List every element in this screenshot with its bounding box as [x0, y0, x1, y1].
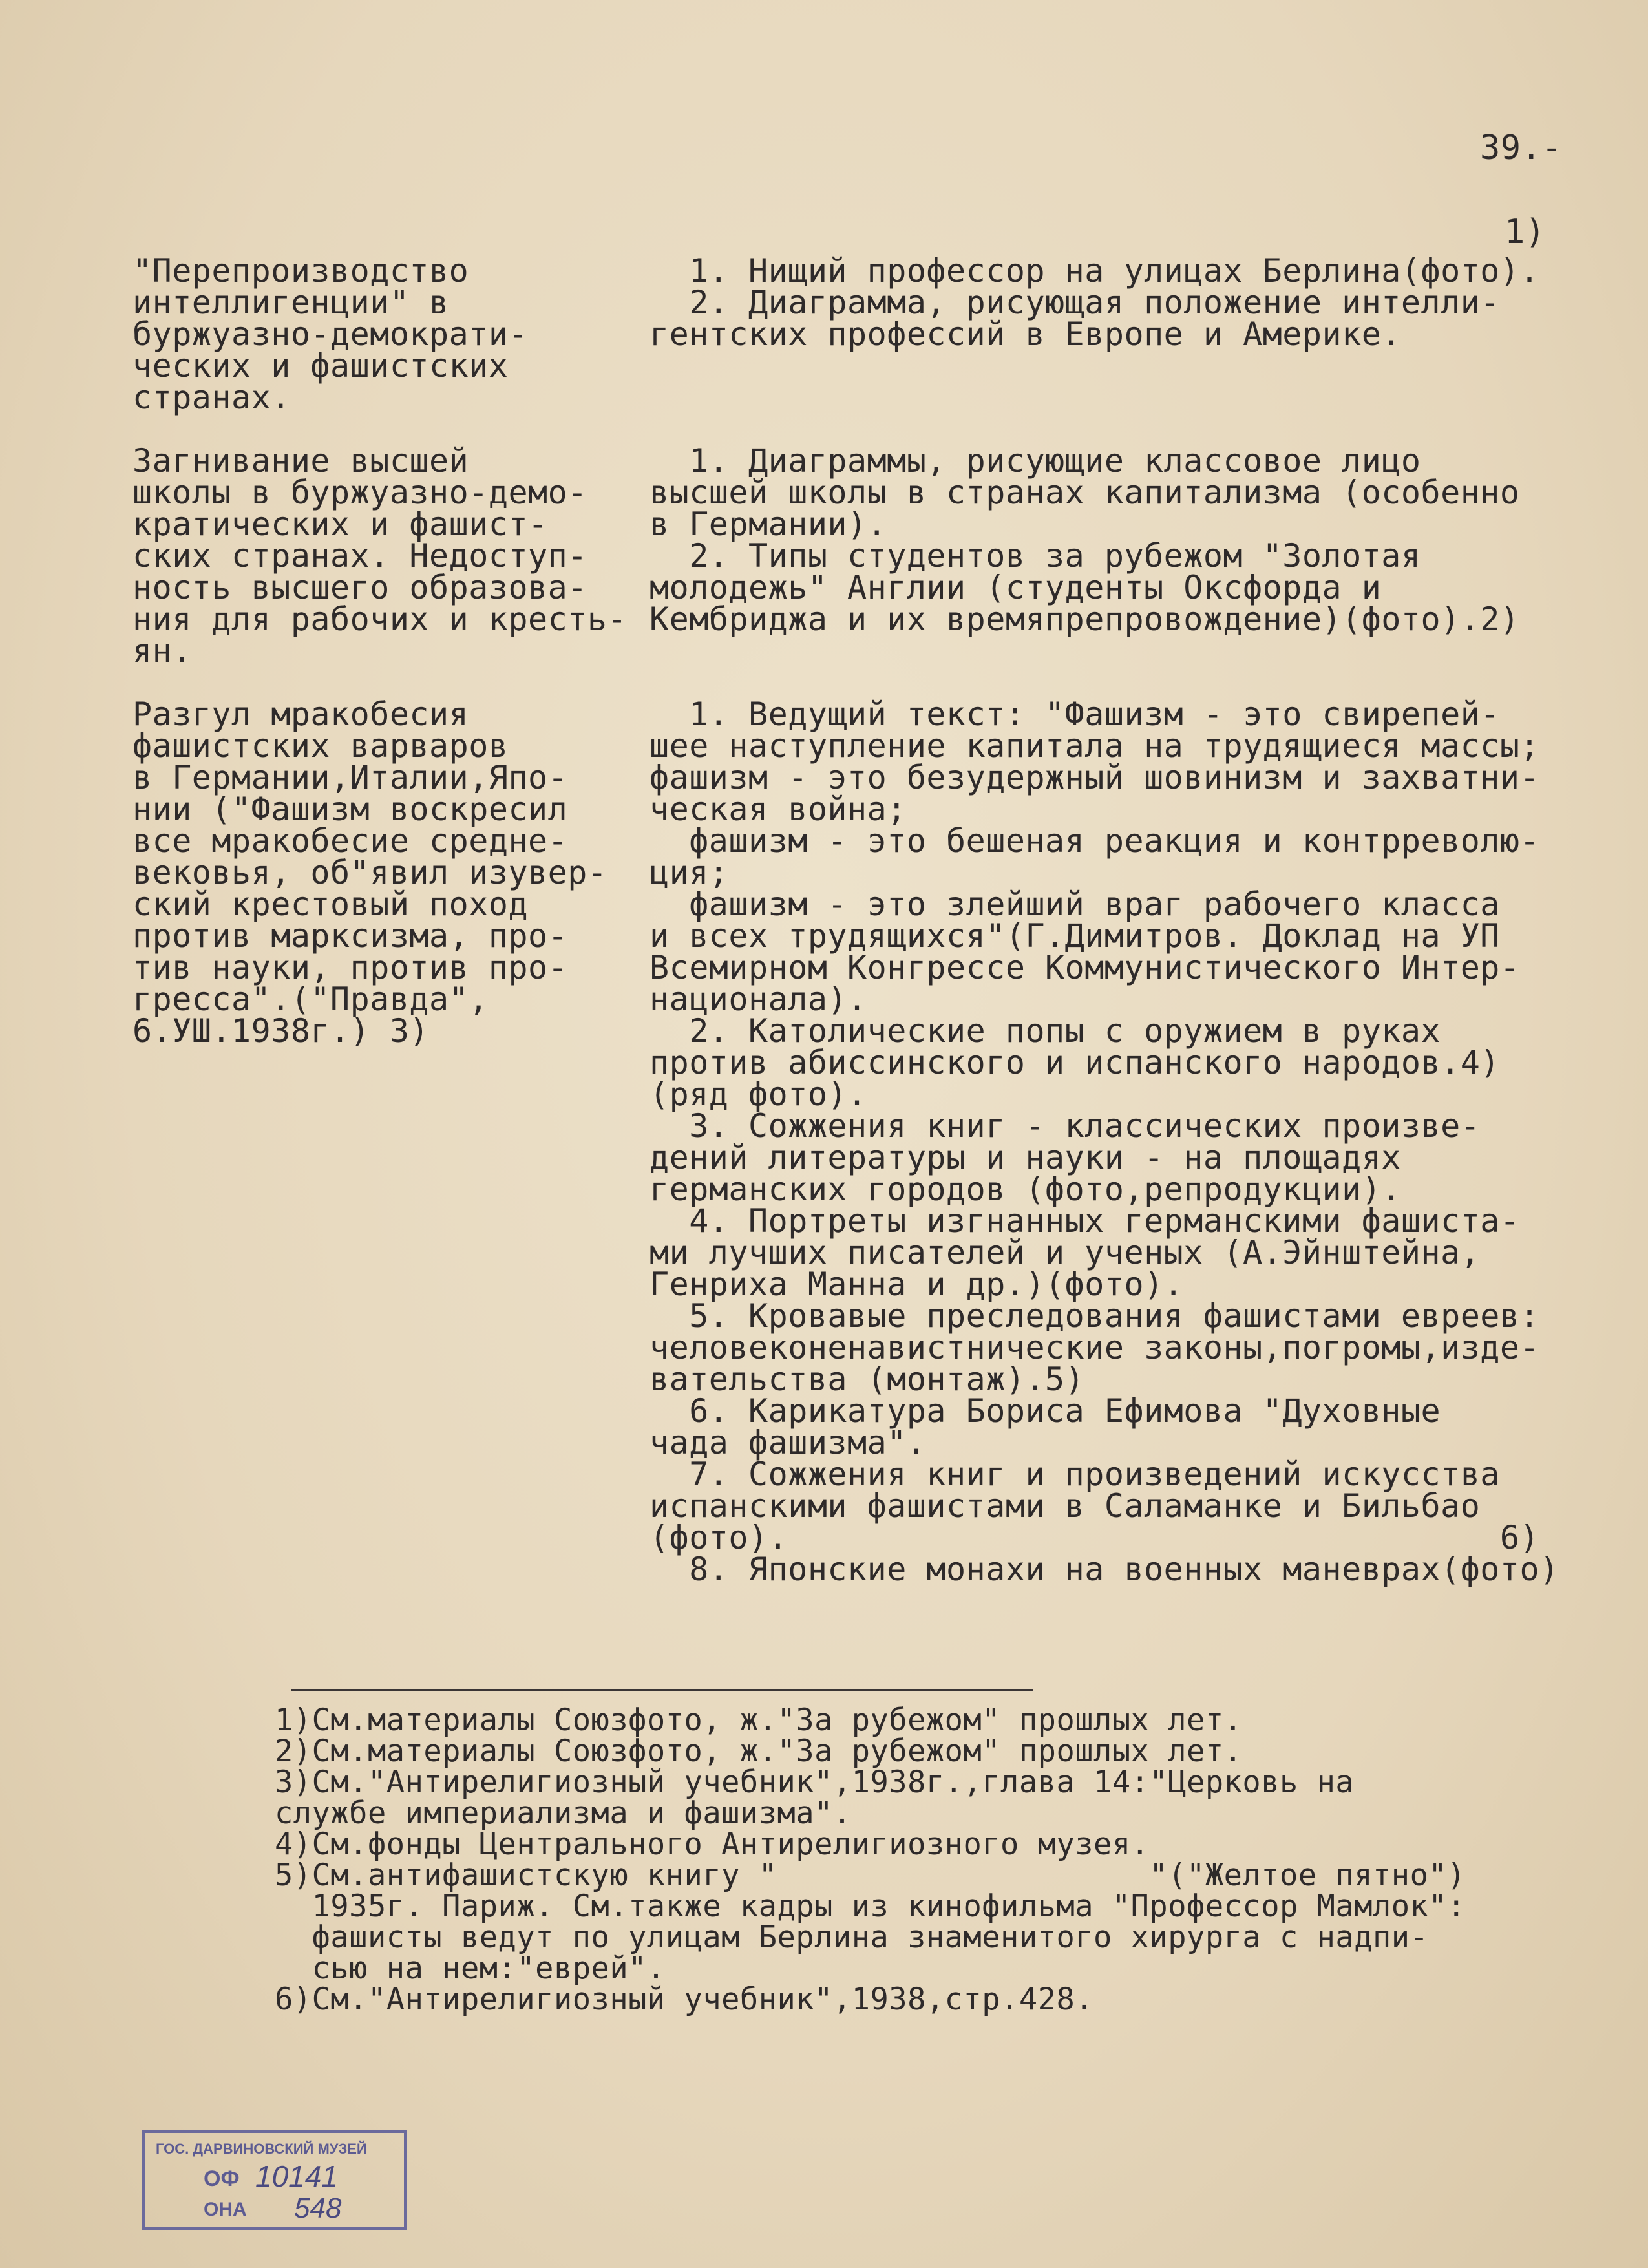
section-marker: 1)	[1505, 213, 1546, 251]
material-line: высшей школы в странах капитализма (особенно	[650, 474, 1520, 511]
material-line: человеконенавистнические законы,погромы,изде-	[650, 1329, 1540, 1366]
footnote-line: 2)См.материалы Союзфото, ж."За рубежом" прошлых лет.	[275, 1733, 1243, 1769]
stamp-fund-label: ОФ	[204, 2167, 240, 2191]
material-line: ческая война;	[650, 790, 907, 828]
material-line: и всех трудящихся"(Г.Димитров. Доклад на УП	[650, 917, 1500, 955]
material-line: 2. Типы студентов за рубежом "Золотая	[650, 537, 1421, 575]
topic-line: тив науки, против про-	[132, 949, 568, 986]
page-number: 39.-	[1480, 129, 1563, 167]
material-line: испанскими фашистами в Саламанке и Бильбао	[650, 1487, 1481, 1525]
footnote-line: 3)См."Антирелигиозный учебник",1938г.,глава 14:"Церковь на	[275, 1765, 1355, 1800]
topic-line: гресса".("Правда",	[132, 980, 489, 1018]
topic-line: 6.УШ.1938г.) 3)	[132, 1012, 430, 1050]
topic-line: ский крестовый поход	[132, 885, 529, 923]
right-column-materials	[650, 252, 1559, 1588]
topic-line: Загнивание высшей	[132, 442, 469, 480]
material-line: 2. Диаграмма, рисующая положение интелли-	[650, 284, 1500, 321]
material-line: Всемирном Конгрессе Коммунистического Интер-	[650, 949, 1520, 986]
material-line: 2. Католические попы с оружием в руках	[650, 1012, 1441, 1050]
stamp-fund-number: 10141	[255, 2159, 338, 2193]
footnote-line: 5)См.антифашистскую книгу " "("Желтое пятно")	[275, 1858, 1466, 1893]
material-line: Генриха Манна и др.)(фото).	[650, 1266, 1184, 1303]
material-line	[650, 350, 1559, 382]
material-line: молодежь" Англии (студенты Оксфорда и	[650, 569, 1382, 606]
topic-line: школы в буржуазно-демо-	[132, 474, 587, 511]
material-line: (фото). 6)	[650, 1519, 1540, 1556]
material-line: дений литературы и науки - на площадях	[650, 1139, 1401, 1176]
material-line: ми лучших писателей и ученых (А.Эйнштейна,	[650, 1234, 1481, 1271]
stamp-inventory-label: ОНА	[204, 2199, 247, 2220]
material-line: 8. Японские монахи на военных маневрах(фото)	[650, 1551, 1559, 1588]
footnote-line: службе империализма и фашизма".	[275, 1796, 852, 1831]
footnote-line: 1)См.материалы Союзфото, ж."За рубежом" прошлых лет.	[275, 1702, 1243, 1738]
footnotes	[275, 1702, 1466, 2017]
material-line: гентских профессий в Европе и Америке.	[650, 315, 1401, 353]
topic-line: ских странах. Недоступ-	[132, 537, 587, 575]
material-line: национала).	[650, 980, 867, 1018]
footnote-line: сью на нем:"еврей".	[275, 1951, 666, 1986]
material-line	[650, 414, 1559, 445]
material-line	[650, 635, 1559, 667]
topic-line: ность высшего образова-	[132, 569, 587, 606]
topic-line: Разгул мракобесия	[132, 695, 469, 733]
topic-line: ния для рабочих и кресть-	[132, 600, 628, 638]
material-line: 7. Сожжения книг и произведений искусства	[650, 1456, 1500, 1493]
footnote-line: 6)См."Антирелигиозный учебник",1938,стр.428.	[275, 1982, 1094, 2017]
topic-line: вековья, об"явил изувер-	[132, 854, 607, 891]
material-line: против абиссинского и испанского народов.4)	[650, 1044, 1500, 1081]
topic-line: буржуазно-демократи-	[132, 315, 529, 353]
footnote-line: 1935г. Париж. См.также кадры из кинофильма "Профессор Мамлок":	[275, 1889, 1466, 1924]
footnote-separator	[291, 1689, 1033, 1691]
topic-line	[132, 667, 627, 699]
material-line: 1. Ведущий текст: "Фашизм - это свирепей-	[650, 695, 1500, 733]
topic-line: в Германии,Италии,Япо-	[132, 759, 568, 796]
topic-line: нии ("Фашизм воскресил	[132, 790, 568, 828]
topic-line: фашистских варваров	[132, 727, 509, 765]
topic-line: странах.	[132, 379, 291, 416]
footnote-line: фашисты ведут по улицам Берлина знаменитого хирурга с надпи-	[275, 1920, 1429, 1955]
topic-line: ян.	[132, 632, 192, 670]
material-line: германских городов (фото,репродукции).	[650, 1171, 1401, 1208]
material-line: ция;	[650, 854, 729, 891]
material-line: фашизм - это злейший враг рабочего класса	[650, 885, 1500, 923]
material-line: 4. Портреты изгнанных германскими фашиста-	[650, 1202, 1520, 1240]
left-column-topics	[132, 252, 628, 1050]
material-line: в Германии).	[650, 505, 887, 543]
stamp-museum-name: ГОС. ДАРВИНОВСКИЙ МУЗЕЙ	[156, 2141, 367, 2157]
topic-line: ческих и фашистских	[132, 347, 509, 385]
topic-line: против марксизма, про-	[132, 917, 568, 955]
material-line: (ряд фото).	[650, 1076, 867, 1113]
topic-line: интеллигенции" в	[132, 284, 449, 321]
topic-line	[132, 414, 627, 445]
material-line	[650, 667, 1559, 699]
topic-line: "Перепроизводство	[132, 252, 469, 290]
material-line: Кембриджа и их времяпрепровождение)(фото).2)	[650, 600, 1520, 638]
material-line: фашизм - это безудержный шовинизм и захватни-	[650, 759, 1540, 796]
topic-line: кратических и фашист-	[132, 505, 548, 543]
material-line	[650, 382, 1559, 414]
museum-stamp	[142, 2130, 407, 2230]
material-line: шее наступление капитала на трудящиеся массы;	[650, 727, 1540, 765]
material-line: 1. Нищий профессор на улицах Берлина(фото).	[650, 252, 1540, 290]
material-line: 1. Диаграммы, рисующие классовое лицо	[650, 442, 1421, 480]
stamp-inventory-number: 548	[294, 2192, 342, 2224]
material-line: 3. Сожжения книг - классических произве-	[650, 1107, 1481, 1145]
footnote-line: 4)См.фонды Центрального Антирелигиозного музея.	[275, 1827, 1150, 1862]
material-line: вательства (монтаж).5)	[650, 1361, 1085, 1398]
material-line: 5. Кровавые преследования фашистами евреев:	[650, 1297, 1540, 1335]
material-line: фашизм - это бешеная реакция и контрреволю-	[650, 822, 1540, 860]
topic-line: все мракобесие средне-	[132, 822, 568, 860]
material-line: 6. Карикатура Бориса Ефимова "Духовные	[650, 1392, 1441, 1430]
material-line: чада фашизма".	[650, 1424, 927, 1461]
